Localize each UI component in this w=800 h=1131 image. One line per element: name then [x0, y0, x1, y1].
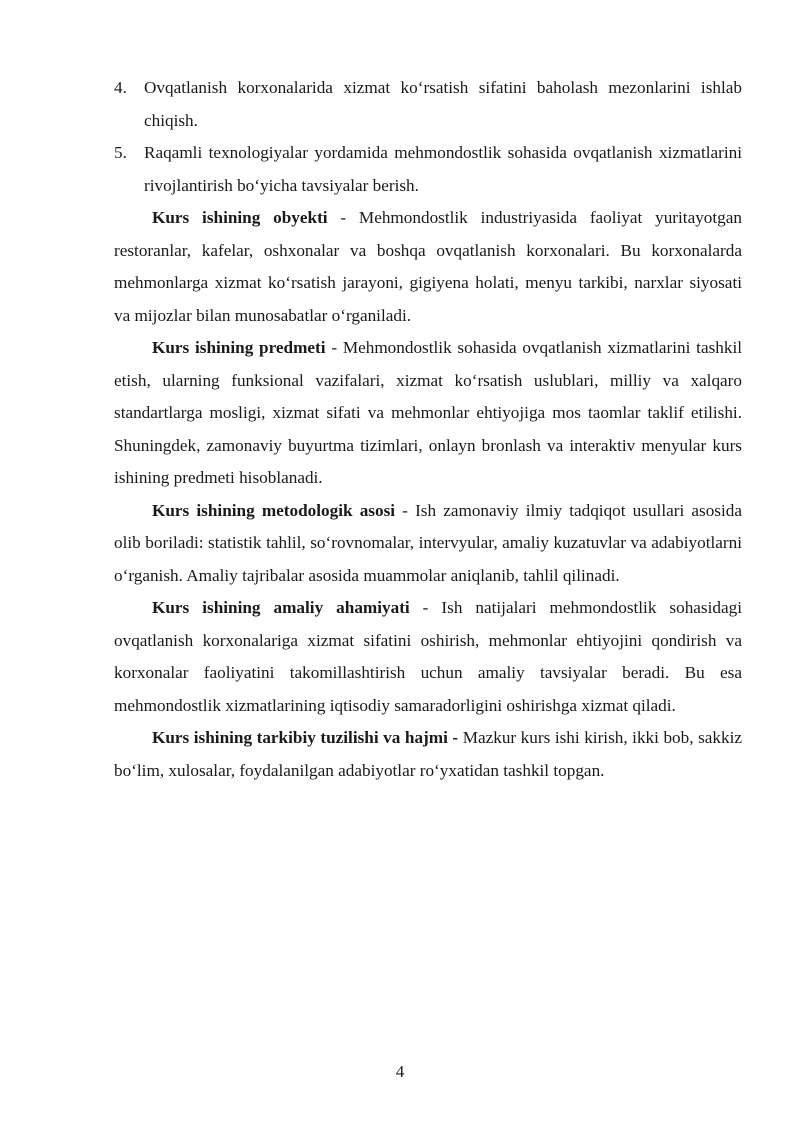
- paragraph-heading: Kurs ishining metodologik asosi: [152, 500, 396, 520]
- paragraph-separator: -: [325, 338, 343, 357]
- paragraph-separator: -: [327, 208, 359, 227]
- paragraph-text: Mehmondostlik industriyasida faoliyat yuritayotgan restoranlar, kafelar, oshxonalar va boshqa ovqatlanish korxonalari. Bu korxonalarda mehmonlarga xizmat ko‘rsatish jarayoni, gigiyena holati, menyu tarkibi, narxlar siyosati va mijozlar bilan munosabatlar o‘rganiladi.: [114, 208, 742, 325]
- list-item: [114, 137, 742, 202]
- paragraph-heading: Kurs ishining obyekti: [152, 208, 328, 227]
- paragraph-practical-significance: [114, 592, 742, 722]
- document-page: [114, 72, 742, 787]
- list-item-number: 4.: [114, 78, 127, 97]
- paragraph-separator: -: [409, 598, 442, 617]
- paragraph-separator: -: [395, 500, 416, 520]
- paragraph-text: Ish zamonaviy ilmiy tadqiqot usullari asosida olib boriladi: statistik tahlil, so‘rovnomalar, intervyular, amaliy kuzatuvlar va adabiyotlarni o‘rganish. Amaliy tajribalar asosida muammolar aniqlanib, tahlil qilinadi.: [114, 500, 742, 585]
- list-item-text: Raqamli texnologiyalar yordamida mehmondostlik sohasida ovqatlanish xizmatlarini rivojlantirish bo‘yicha tavsiyalar berish.: [144, 143, 742, 195]
- paragraph-object: [114, 202, 742, 332]
- paragraph-heading: Kurs ishining predmeti: [152, 338, 326, 357]
- paragraph-methodology: [114, 495, 742, 593]
- list-item-text: Ovqatlanish korxonalarida xizmat ko‘rsatish sifatini baholash mezonlarini ishlab chiqish.: [144, 78, 742, 130]
- paragraph-heading: Kurs ishining amaliy ahamiyati: [152, 598, 410, 617]
- paragraph-subject: [114, 332, 742, 495]
- list-item-number: 5.: [114, 143, 127, 162]
- paragraph-text: Ish natijalari mehmondostlik sohasidagi ovqatlanish korxonalariga xizmat sifatini oshirish, mehmonlar ehtiyojini qondirish va korxonalar faoliyatini takomillashtirish uchun amaliy tavsiyalar beradi. Bu esa mehmondostlik xizmatlarining iqtisodiy samaradorligini oshirishga xizmat qiladi.: [114, 598, 742, 715]
- list-item: [114, 72, 742, 137]
- paragraph-text: Mehmondostlik sohasida ovqatlanish xizmatlarini tashkil etish, ularning funksional vazifalari, xizmat ko‘rsatish uslublari, milliy va xalqaro standartlarga mosligi, xizmat sifati va mehmonlar ehtiyojiga mos taomlar taklif etilishi. Shuningdek, zamonaviy buyurtma tizimlari, onlayn bronlash va interaktiv menyular kurs ishining predmeti hisoblanadi.: [114, 338, 742, 487]
- goals-list: [114, 72, 742, 202]
- paragraph-text: Mazkur kurs ishi kirish, ikki bob, sakkiz bo‘lim, xulosalar, foydalanilgan adabiyotlar ro‘yxatidan tashkil topgan.: [114, 728, 742, 780]
- paragraph-structure: [114, 722, 742, 787]
- page-number: 4: [395, 1062, 405, 1081]
- paragraph-heading: Kurs ishining tarkibiy tuzilishi va hajmi -: [152, 728, 459, 747]
